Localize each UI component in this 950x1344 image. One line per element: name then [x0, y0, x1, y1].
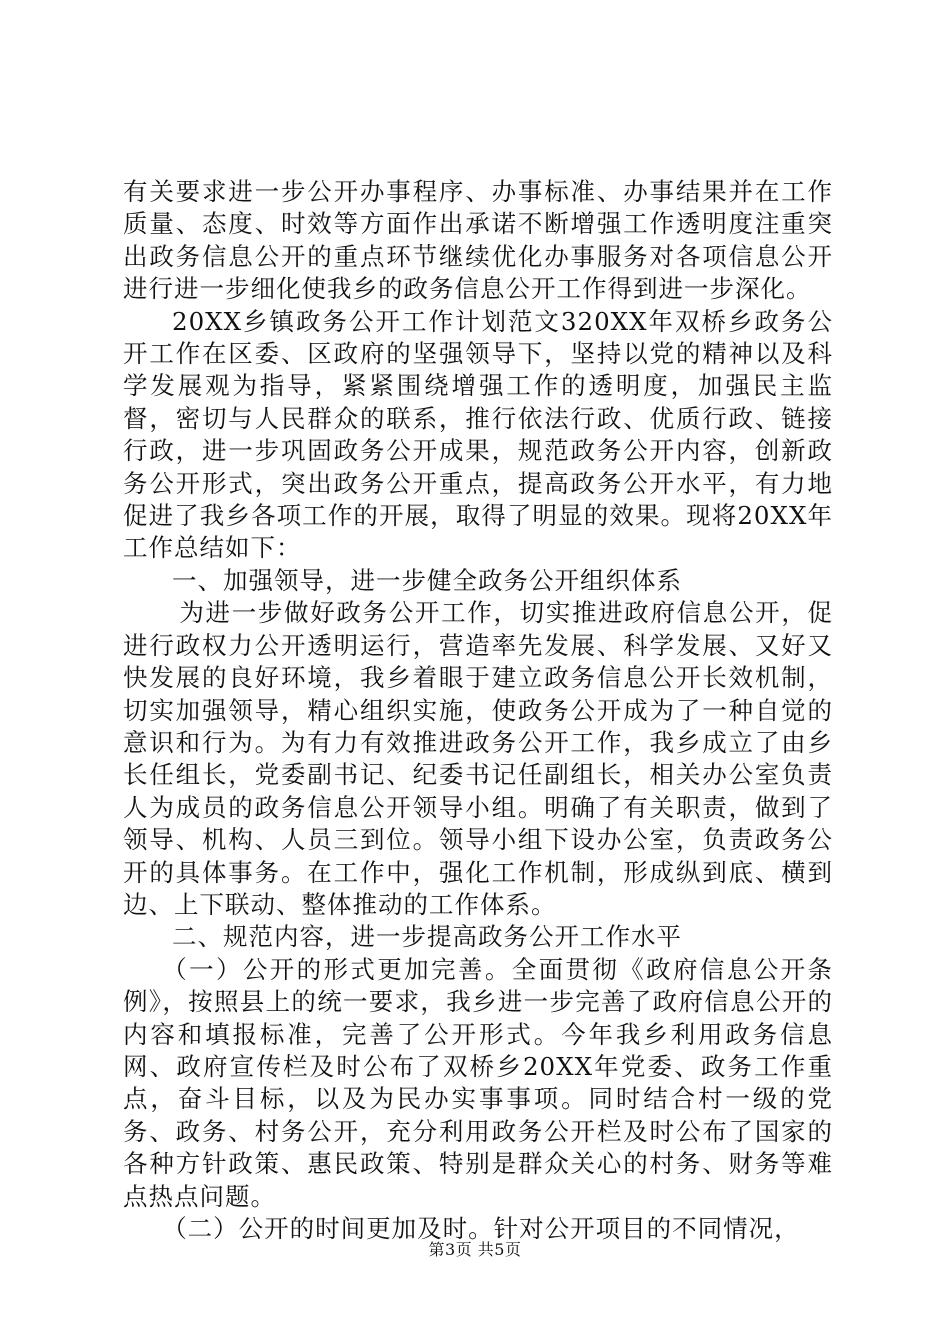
section-heading-1: 一、加强领导，进一步健全政务公开组织体系 [172, 565, 682, 595]
paragraph-continuation: 有关要求进一步公开办事程序、办事标准、办事结果并在工作质量、态度、时效等方面作出承诺不断增强工作透明度注重突出政务信息公开的重点环节继续优化办事服务对各项信息公开进行进一步细化使我乡的政务信息公开工作得到进一步深化。 [123, 177, 833, 304]
section-heading-2: 二、规范内容，进一步提高政务公开工作水平 [172, 922, 682, 952]
paragraph-subsection-1: （一）公开的形式更加完善。全面贯彻《政府信息公开条例》，按照县上的统一要求，我乡进一步完善了政府信息公开的内容和填报标准，完善了公开形式。今年我乡利用政务信息网、政府宣传栏及时公布了双桥乡20XX年党委、政务工作重点，奋斗目标，以及为民办实事事项。同时结合村一级的党务、政务、村务公开，充分利用政务公开栏及时公布了国家的各种方针政策、惠民政策、特别是群众关心的村务、财务等难点热点问题。 [123, 954, 833, 1211]
paragraph-intro: 20XX乡镇政务公开工作计划范文320XX年双桥乡政务公开工作在区委、区政府的坚强领导下，坚持以党的精神以及科学发展观为指导，紧紧围绕增强工作的透明度，加强民主监督，密切与人民群众的联系，推行依法行政、优质行政、链接行政，进一步巩固政务公开成果，规范政务公开内容，创新政务公开形式，突出政务公开重点，提高政务公开水平，有力地促进了我乡各项工作的开展，取得了明显的效果。现将20XX年工作总结如下： [123, 306, 833, 563]
page-footer [0, 1237, 950, 1260]
paragraph-subsection-2: （二）公开的时间更加及时。针对公开项目的不同情况， [162, 1214, 800, 1243]
paragraph-section-1: 为进一步做好政务公开工作，切实推进政府信息公开，促进行政权力公开透明运行，营造率先发展、科学发展、又好又快发展的良好环境，我乡着眼于建立政务信息公开长效机制，切实加强领导，精心组织实施，使政务公开成为了一种自觉的意识和行为。为有力有效推进政务公开工作，我乡成立了由乡长任组长，党委副书记、纪委书记任副组长，相关办公室负责人为成员的政务信息公开领导小组。明确了有关职责，做到了领导、机构、人员三到位。领导小组下设办公室，负责政务公开的具体事务。在工作中，强化工作机制，形成纵到底、横到边、上下联动、整体推动的工作体系。 [123, 598, 833, 919]
document-body [123, 176, 833, 1245]
page-number: 第3页 共5页 [428, 1240, 522, 1259]
